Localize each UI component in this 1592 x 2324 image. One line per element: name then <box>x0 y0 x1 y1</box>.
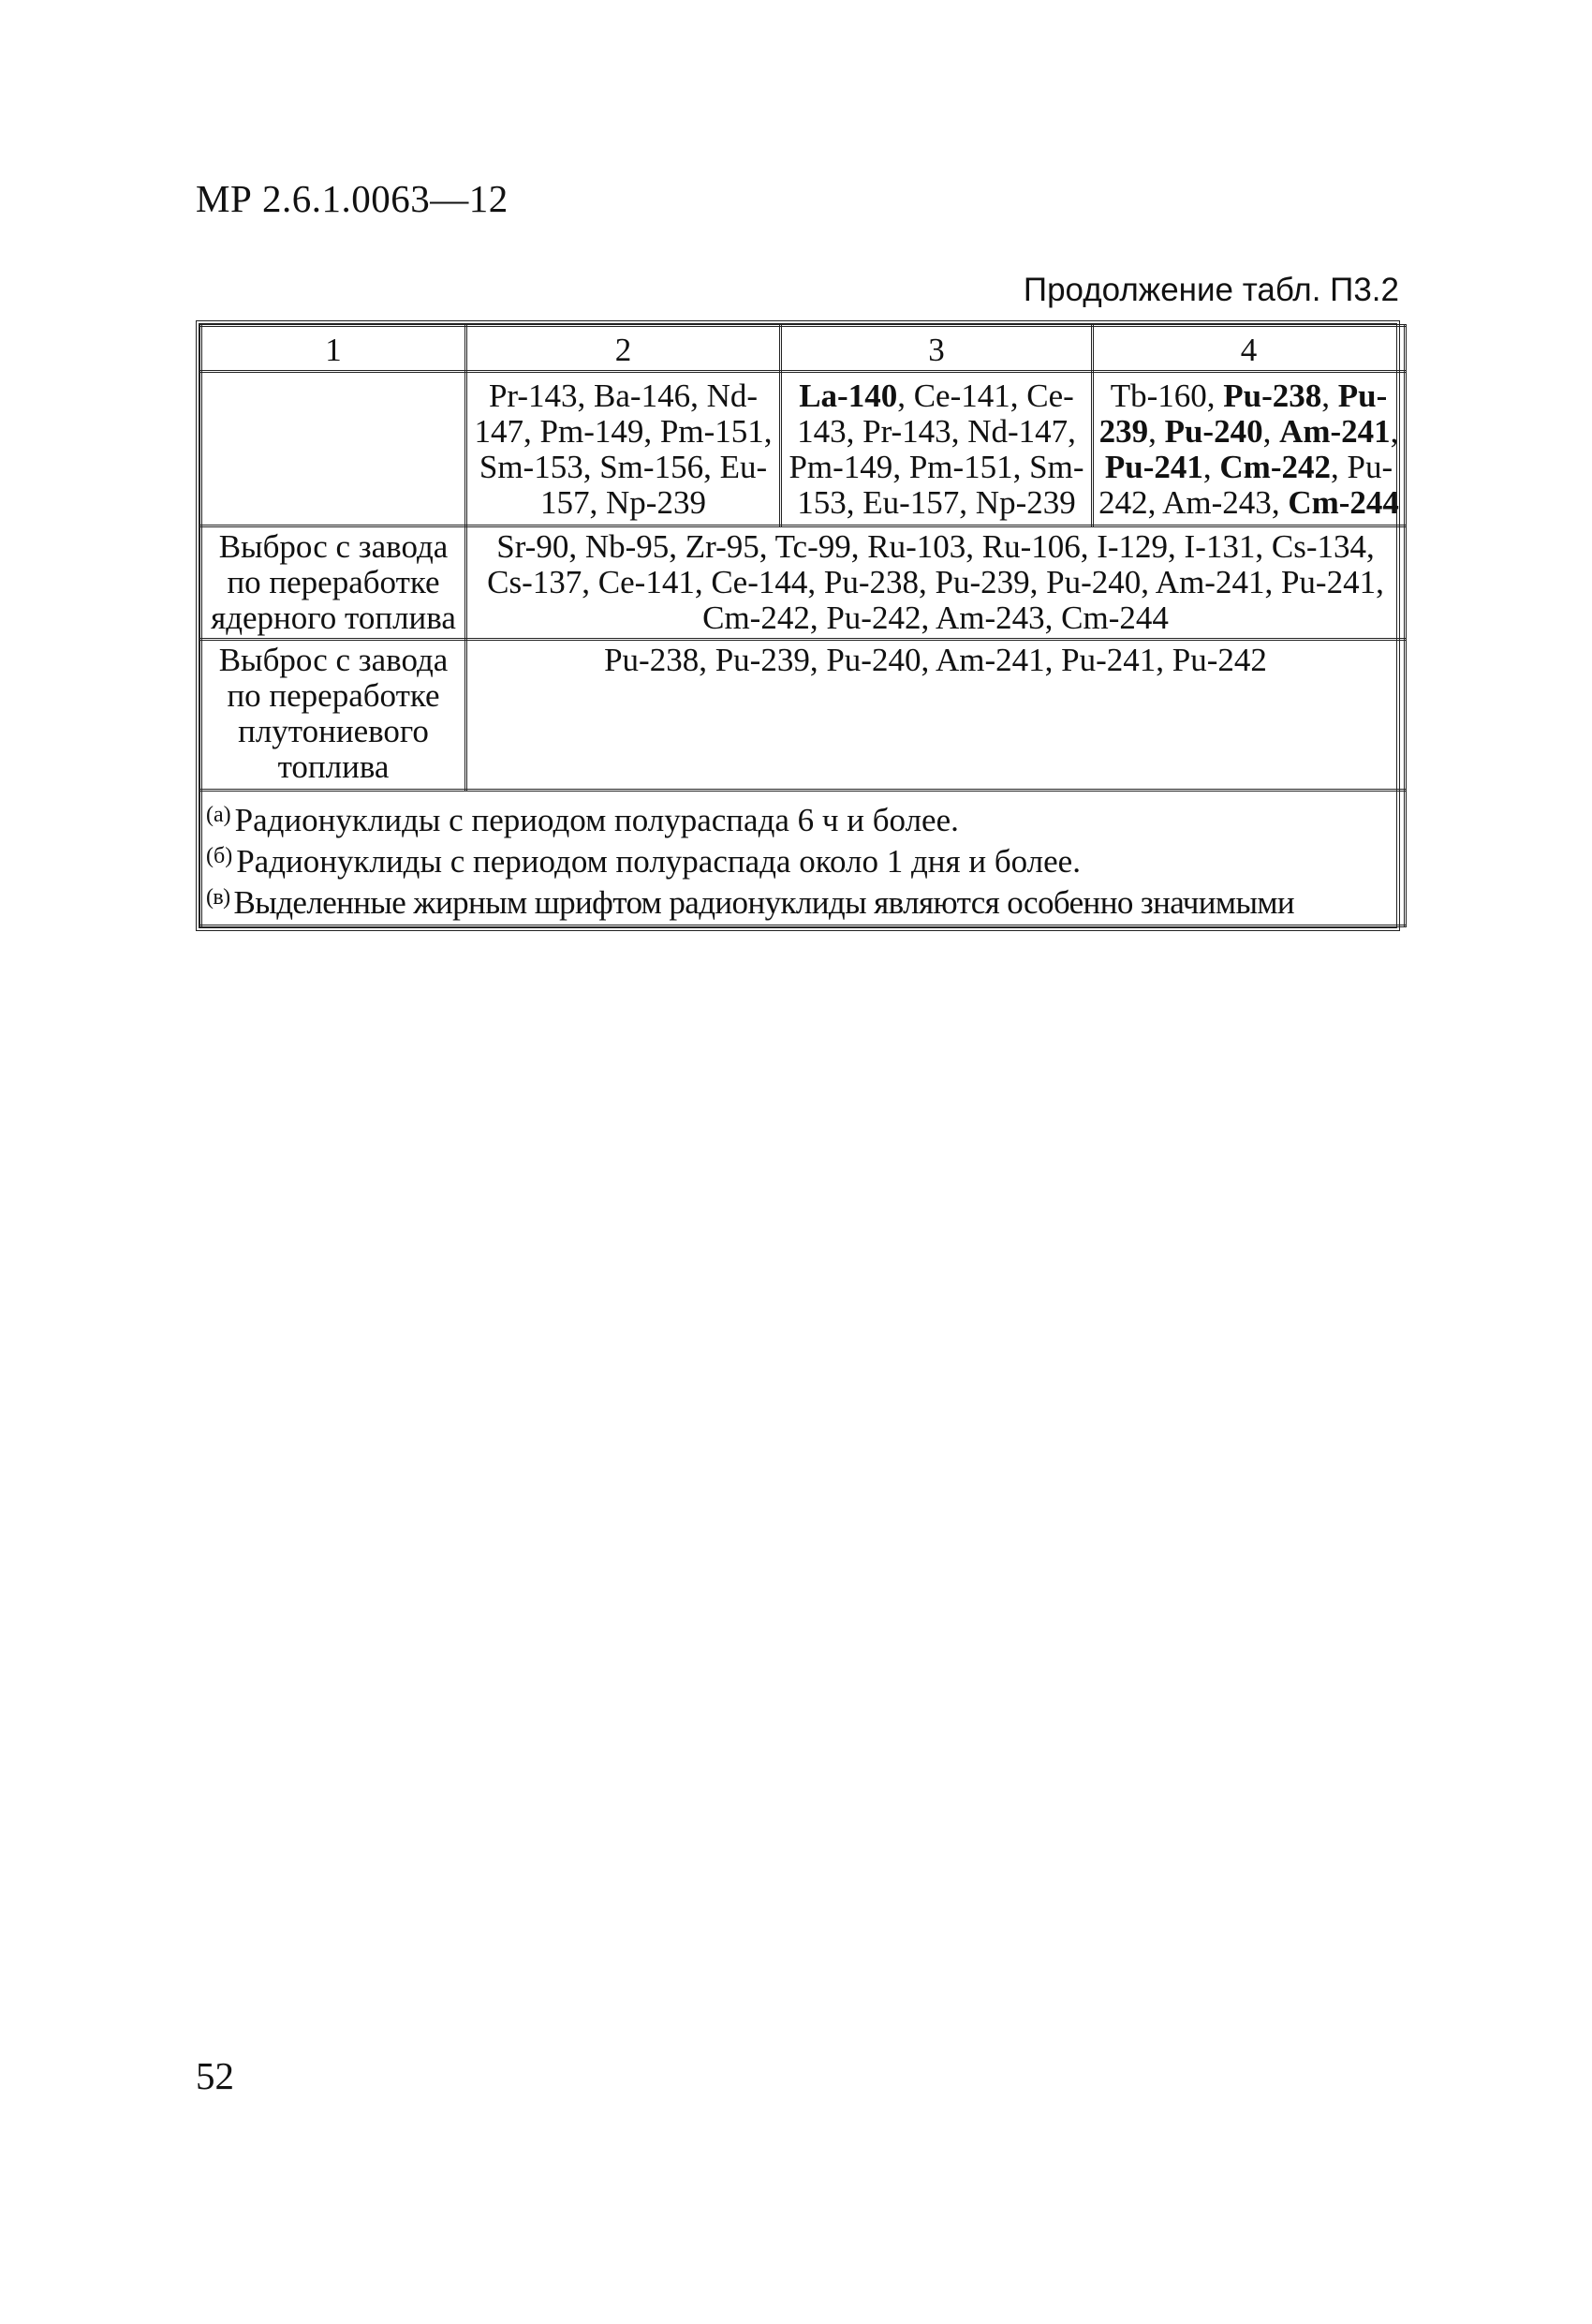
nuclide-item: Eu-157 <box>862 484 960 521</box>
nuclide-item: Am-243 <box>1162 484 1272 521</box>
row-label-cell <box>201 372 466 526</box>
nuclide-item: La-140 <box>799 377 898 414</box>
nuclide-item: Pu-241 <box>1104 449 1203 485</box>
nuclide-item: Nd-147 <box>967 413 1069 450</box>
row-label-cell: Выброс с завода по переработке плутониевого топлива <box>201 640 466 791</box>
nuclide-list-cell-col4 <box>1093 372 1406 526</box>
nuclide-item: Pm-149 <box>789 449 893 485</box>
column-header-3: 3 <box>781 326 1093 372</box>
nuclide-item: Nd-147 <box>474 377 759 450</box>
separator: , <box>589 484 607 521</box>
document-code: МР 2.6.1.0063—12 <box>196 177 509 220</box>
table-notes <box>201 791 1406 926</box>
nuclide-item: Pu-240 <box>1164 413 1263 450</box>
separator: , <box>690 377 707 414</box>
footnote-a: $^{(а)}$ Радионуклиды с периодом полураспада 6 ч и более. <box>206 802 959 838</box>
nuclide-list-cell-merged: Sr-90, Nb-95, Zr-95, Tc-99, Ru-103, Ru-106, I-129, I-131, Cs-134, Cs-137, Ce-141, Ce-144, Pu-238, Pu-239, Pu-240, Am-241, Pu-241, Cm-242, Pu-242, Am-243, Cm-244 <box>466 526 1406 640</box>
nuclide-item: Ba-146 <box>594 377 691 414</box>
nuclide-item: Pm-151 <box>908 449 1013 485</box>
nuclide-item: Eu-157 <box>540 449 768 521</box>
separator: , <box>951 413 968 450</box>
table-row <box>201 372 1406 526</box>
nuclide-item: Cm-244 <box>1288 484 1399 521</box>
separator: , <box>1012 449 1030 485</box>
separator: , <box>892 449 909 485</box>
nuclide-item: Np-239 <box>606 484 706 521</box>
column-header-2: 2 <box>466 326 781 372</box>
nuclide-item: Pu-239 <box>1098 377 1388 450</box>
nuclide-item: Pu-238 <box>1223 377 1322 414</box>
separator: , <box>959 484 976 521</box>
nuclide-item: Pu-242 <box>1098 449 1393 521</box>
separator: , <box>1262 413 1280 450</box>
separator: , <box>1330 449 1348 485</box>
separator: , <box>1202 449 1220 485</box>
nuclide-item: Np-239 <box>975 484 1076 521</box>
separator: , <box>523 413 540 450</box>
nuclide-item: Ce-141 <box>913 377 1010 414</box>
nuclide-list-cell-col2 <box>466 372 781 526</box>
table-header-row <box>201 326 1406 372</box>
footnote-v: $^{(в)}$ Выделенные жирным шрифтом радионуклиды являются особенно значимыми <box>206 884 1295 921</box>
nuclide-item: Pr-143 <box>488 377 578 414</box>
separator: , <box>897 377 914 414</box>
column-header-1: 1 <box>201 326 466 372</box>
nuclide-item: Sm-153 <box>797 449 1084 521</box>
nuclide-item: Am-241 <box>1279 413 1391 450</box>
separator: , <box>1148 413 1165 450</box>
nuclide-list-cell-merged: Pu-238, Pu-239, Pu-240, Am-241, Pu-241, Pu-242 <box>466 640 1406 791</box>
table-notes-row <box>201 791 1406 926</box>
separator: , <box>1147 484 1163 521</box>
nuclide-item: Ce-143 <box>797 377 1074 450</box>
separator: , <box>846 484 863 521</box>
table-row <box>201 640 1406 791</box>
separator: , <box>1321 377 1338 414</box>
nuclide-item: Sm-153 <box>479 449 583 485</box>
column-header-4: 4 <box>1093 326 1406 372</box>
separator: , <box>643 413 660 450</box>
table-row <box>201 526 1406 640</box>
separator: , <box>1206 377 1224 414</box>
separator: , <box>582 449 600 485</box>
table-caption: Продолжение табл. П3.2 <box>1023 272 1399 308</box>
nuclide-item: Pm-149 <box>539 413 644 450</box>
separator: , <box>1068 413 1076 450</box>
separator: , <box>577 377 595 414</box>
separator: , <box>1271 484 1289 521</box>
separator: , <box>1390 413 1399 450</box>
nuclide-item: Sm-156 <box>599 449 704 485</box>
nuclide-item: Pm-151 <box>659 413 764 450</box>
nuclide-table <box>196 320 1400 931</box>
nuclide-item: Tb-160 <box>1110 377 1207 414</box>
separator: , <box>1010 377 1027 414</box>
separator: , <box>846 413 863 450</box>
separator: , <box>703 449 720 485</box>
nuclide-list-cell-col3 <box>781 372 1093 526</box>
separator: , <box>763 413 773 450</box>
nuclide-item: Pr-143 <box>862 413 951 450</box>
footnote-b: $^{(б)}$ Радионуклиды с периодом полураспада около 1 дня и более. <box>206 843 1081 880</box>
nuclide-item: Cm-242 <box>1219 449 1331 485</box>
row-label-cell: Выброс с завода по переработке ядерного топлива <box>201 526 466 640</box>
page-number: 52 <box>196 2054 234 2097</box>
